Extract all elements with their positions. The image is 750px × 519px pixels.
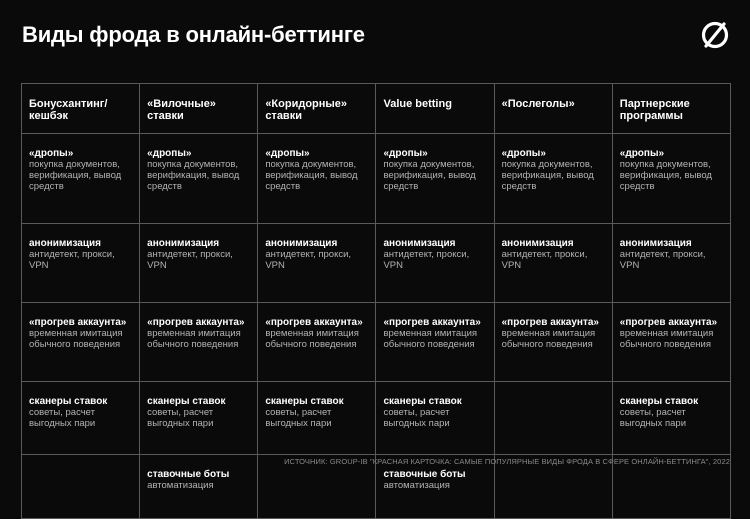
cell-description: автоматизация xyxy=(147,480,214,491)
cell-description: покупка документов, верификация, вывод средств xyxy=(147,159,240,192)
fraud-table xyxy=(21,83,731,519)
table-cell xyxy=(494,303,612,382)
table-row xyxy=(22,382,731,455)
cell-description: советы, расчет выгодных пари xyxy=(265,407,332,429)
table-cell xyxy=(612,303,730,382)
cell-description: временная имитация обычного поведения xyxy=(383,328,478,350)
table-cell xyxy=(258,303,376,382)
table-cell xyxy=(258,382,376,455)
cell-description: покупка документов, верификация, вывод средств xyxy=(383,159,476,192)
cell-title: «дропы» xyxy=(265,148,310,159)
table-cell xyxy=(494,382,612,455)
table-cell xyxy=(258,134,376,224)
table-cell xyxy=(22,224,140,303)
column-header: «Коридорные» ставки xyxy=(258,84,376,134)
table-cell xyxy=(22,455,140,519)
cell-title: сканеры ставок xyxy=(147,396,226,407)
cell-title: «дропы» xyxy=(147,148,192,159)
cell-title: «прогрев аккаунта» xyxy=(147,317,245,328)
column-header: «Послеголы» xyxy=(494,84,612,134)
table-row xyxy=(22,134,731,224)
cell-title: анонимизация xyxy=(29,238,101,249)
table-cell xyxy=(494,224,612,303)
column-header: Value betting xyxy=(376,84,494,134)
column-header: Бонусхантинг/ кешбэк xyxy=(22,84,140,134)
table-cell xyxy=(376,134,494,224)
cell-title: «прогрев аккаунта» xyxy=(619,317,718,328)
cell-description: временная имитация обычного поведения xyxy=(29,328,123,350)
source-note: ИСТОЧНИК: GROUP-IB "КРАСНАЯ КАРТОЧКА: САМЫЕ ПОПУЛЯРНЫЕ ВИДЫ ФРОДА В СФЕРЕ ОНЛАЙН-БЕТТИНГА", 2022 xyxy=(284,457,730,466)
cell-description: временная имитация обычного поведения xyxy=(501,328,596,350)
cell-title: «прогрев аккаунта» xyxy=(383,317,481,328)
cell-description: антидетект, прокси, VPN xyxy=(265,249,352,271)
table-cell xyxy=(22,382,140,455)
cell-description: советы, расчет выгодных пари xyxy=(383,407,450,429)
table-cell xyxy=(612,224,730,303)
cell-title: сканеры ставок xyxy=(29,396,108,407)
table-cell xyxy=(376,303,494,382)
table-cell xyxy=(258,224,376,303)
table-cell xyxy=(140,134,258,224)
cell-title: сканеры ставок xyxy=(619,396,699,407)
cell-title: анонимизация xyxy=(619,238,692,249)
cell-title: «прогрев аккаунта» xyxy=(29,317,127,328)
cell-title: «дропы» xyxy=(619,148,665,159)
page-title: Виды фрода в онлайн-беттинге xyxy=(22,22,365,47)
cell-description: покупка документов, верификация, вывод средств xyxy=(29,159,122,192)
logo-icon xyxy=(700,20,730,50)
cell-title: сканеры ставок xyxy=(265,396,344,407)
cell-title: анонимизация xyxy=(265,238,338,249)
table-cell xyxy=(612,382,730,455)
cell-description: покупка документов, верификация, вывод средств xyxy=(619,159,712,192)
table-cell xyxy=(140,455,258,519)
cell-description: автоматизация xyxy=(383,480,450,491)
cell-title: «дропы» xyxy=(29,148,74,159)
header-row xyxy=(22,84,731,134)
cell-title: «дропы» xyxy=(501,148,546,159)
cell-description: антидетект, прокси, VPN xyxy=(383,249,470,271)
cell-title: анонимизация xyxy=(147,238,220,249)
table-cell xyxy=(22,134,140,224)
table-cell xyxy=(494,134,612,224)
cell-description: временная имитация обычного поведения xyxy=(147,328,241,350)
cell-description: покупка документов, верификация, вывод средств xyxy=(501,159,594,192)
table-cell xyxy=(22,303,140,382)
column-header: «Вилочные» ставки xyxy=(140,84,258,134)
table-cell xyxy=(140,224,258,303)
table-cell xyxy=(376,224,494,303)
cell-title: сканеры ставок xyxy=(383,396,462,407)
cell-title: «прогрев аккаунта» xyxy=(501,317,599,328)
cell-description: антидетект, прокси, VPN xyxy=(619,249,706,271)
column-header: Партнерские программы xyxy=(612,84,730,134)
cell-title: анонимизация xyxy=(501,238,574,249)
cell-title: «дропы» xyxy=(383,148,428,159)
cell-title: «прогрев аккаунта» xyxy=(265,317,363,328)
table-cell xyxy=(140,303,258,382)
cell-title: ставочные боты xyxy=(383,469,466,480)
cell-description: антидетект, прокси, VPN xyxy=(501,249,588,271)
cell-description: советы, расчет выгодных пари xyxy=(29,407,96,429)
cell-description: антидетект, прокси, VPN xyxy=(147,249,233,271)
cell-description: антидетект, прокси, VPN xyxy=(29,249,115,271)
table-cell xyxy=(612,134,730,224)
cell-description: советы, расчет выгодных пари xyxy=(147,407,214,429)
cell-description: временная имитация обычного поведения xyxy=(265,328,359,350)
cell-description: временная имитация обычного поведения xyxy=(619,328,714,350)
table-cell xyxy=(376,382,494,455)
cell-description: советы, расчет выгодных пари xyxy=(619,407,687,429)
table-row xyxy=(22,224,731,303)
table-row xyxy=(22,303,731,382)
table-cell xyxy=(140,382,258,455)
cell-title: ставочные боты xyxy=(147,469,230,480)
cell-description: покупка документов, верификация, вывод средств xyxy=(265,159,358,192)
cell-title: анонимизация xyxy=(383,238,456,249)
